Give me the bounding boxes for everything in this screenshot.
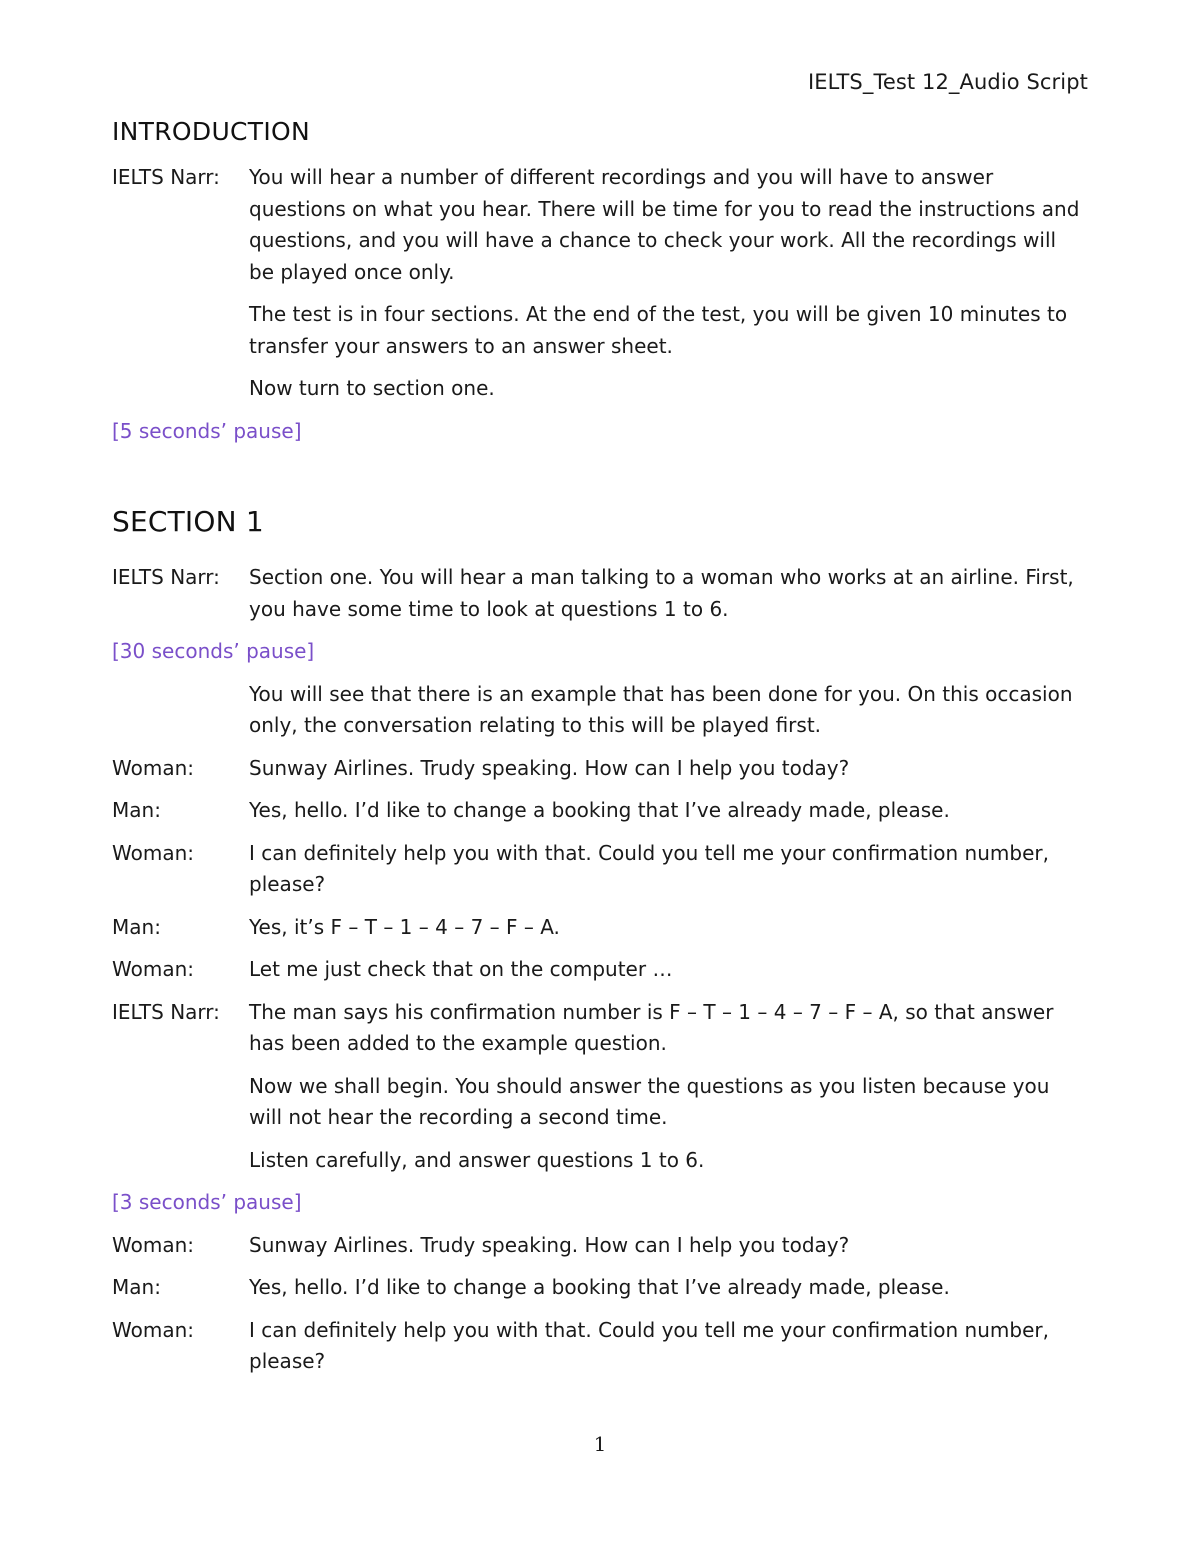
script-text: You will hear a number of different recordings and you will have to answer questions on what you hear. There will be time for you to read the instructions and questions, and you will have a chance to check your work. All the recordings will be played once only. [249,165,1080,284]
speaker-label [112,373,249,405]
script-line [112,1272,1092,1304]
script-text: Yes, hello. I’d like to change a booking that I’ve already made, please. [249,798,950,822]
script-line [112,373,1092,405]
script-line [112,1145,1092,1177]
script-text: Yes, hello. I’d like to change a booking that I’ve already made, please. [249,1275,950,1299]
script-text: I can definitely help you with that. Could you tell me your confirmation number, please? [249,840,1049,896]
script-text: Section one. You will hear a man talking to a woman who works at an airline. First, you have some time to look at questions 1 to 6. [249,565,1074,621]
script-line [112,838,1092,901]
script-line [112,1071,1092,1134]
pause-note: [3 seconds’ pause] [112,1190,302,1214]
speaker-label: IELTS Narr: [112,565,220,589]
speaker-label [112,1145,249,1177]
script-line [112,562,1092,625]
script-text: Listen carefully, and answer questions 1 to 6. [249,1147,705,1172]
pause-note: [5 seconds’ pause] [112,418,302,443]
script-text: Sunway Airlines. Trudy speaking. How can I help you today? [249,755,850,780]
speaker-label: Woman: [112,1232,194,1257]
script-line [112,299,1092,362]
speaker-label [112,299,249,362]
script-text: Let me just check that on the computer … [249,957,673,981]
script-line [112,997,1092,1060]
speaker-label: Woman: [112,1317,194,1342]
speaker-label: Man: [112,914,161,939]
script-text: Yes, it’s F – T – 1 – 4 – 7 – F – A. [249,914,560,939]
script-line [112,1315,1092,1378]
speaker-label: IELTS Narr: [112,165,220,189]
script-line [112,912,1092,944]
speaker-label: Man: [112,1275,161,1299]
script-line [112,795,1092,827]
speaker-label: Woman: [112,840,194,865]
script-text: Sunway Airlines. Trudy speaking. How can I help you today? [249,1232,850,1257]
speaker-label: IELTS Narr: [112,999,220,1024]
pause-note: [30 seconds’ pause] [112,639,315,663]
script-text: Now turn to section one. [249,376,495,400]
script-line [112,954,1092,986]
script-text: Now we shall begin. You should answer the questions as you listen because you will not hear the recording a second time. [249,1073,1050,1129]
speaker-label: Woman: [112,755,194,780]
script-text: I can definitely help you with that. Could you tell me your confirmation number, please? [249,1317,1049,1373]
speaker-label: Woman: [112,957,194,981]
script-line [112,679,1092,742]
introduction-heading: INTRODUCTION [112,117,311,146]
script-text: The test is in four sections. At the end of the test, you will be given 10 minutes to transfer your answers to an answer sheet. [249,302,1068,358]
running-header: IELTS_Test 12_Audio Script [807,70,1088,94]
page-content [112,113,1092,1389]
script-text: You will see that there is an example that has been done for you. On this occasion only, the conversation relating to this will be played first. [249,681,1073,737]
script-line [112,1230,1092,1262]
script-text: The man says his confirmation number is F – T – 1 – 4 – 7 – F – A, so that answer has been added to the example question. [249,999,1054,1055]
script-line [112,753,1092,785]
section-1-heading: SECTION 1 [112,505,264,538]
page-number: 1 [593,1432,607,1456]
speaker-label [112,1071,249,1134]
speaker-label [112,679,249,742]
speaker-label: Man: [112,798,161,822]
script-line [112,162,1092,288]
